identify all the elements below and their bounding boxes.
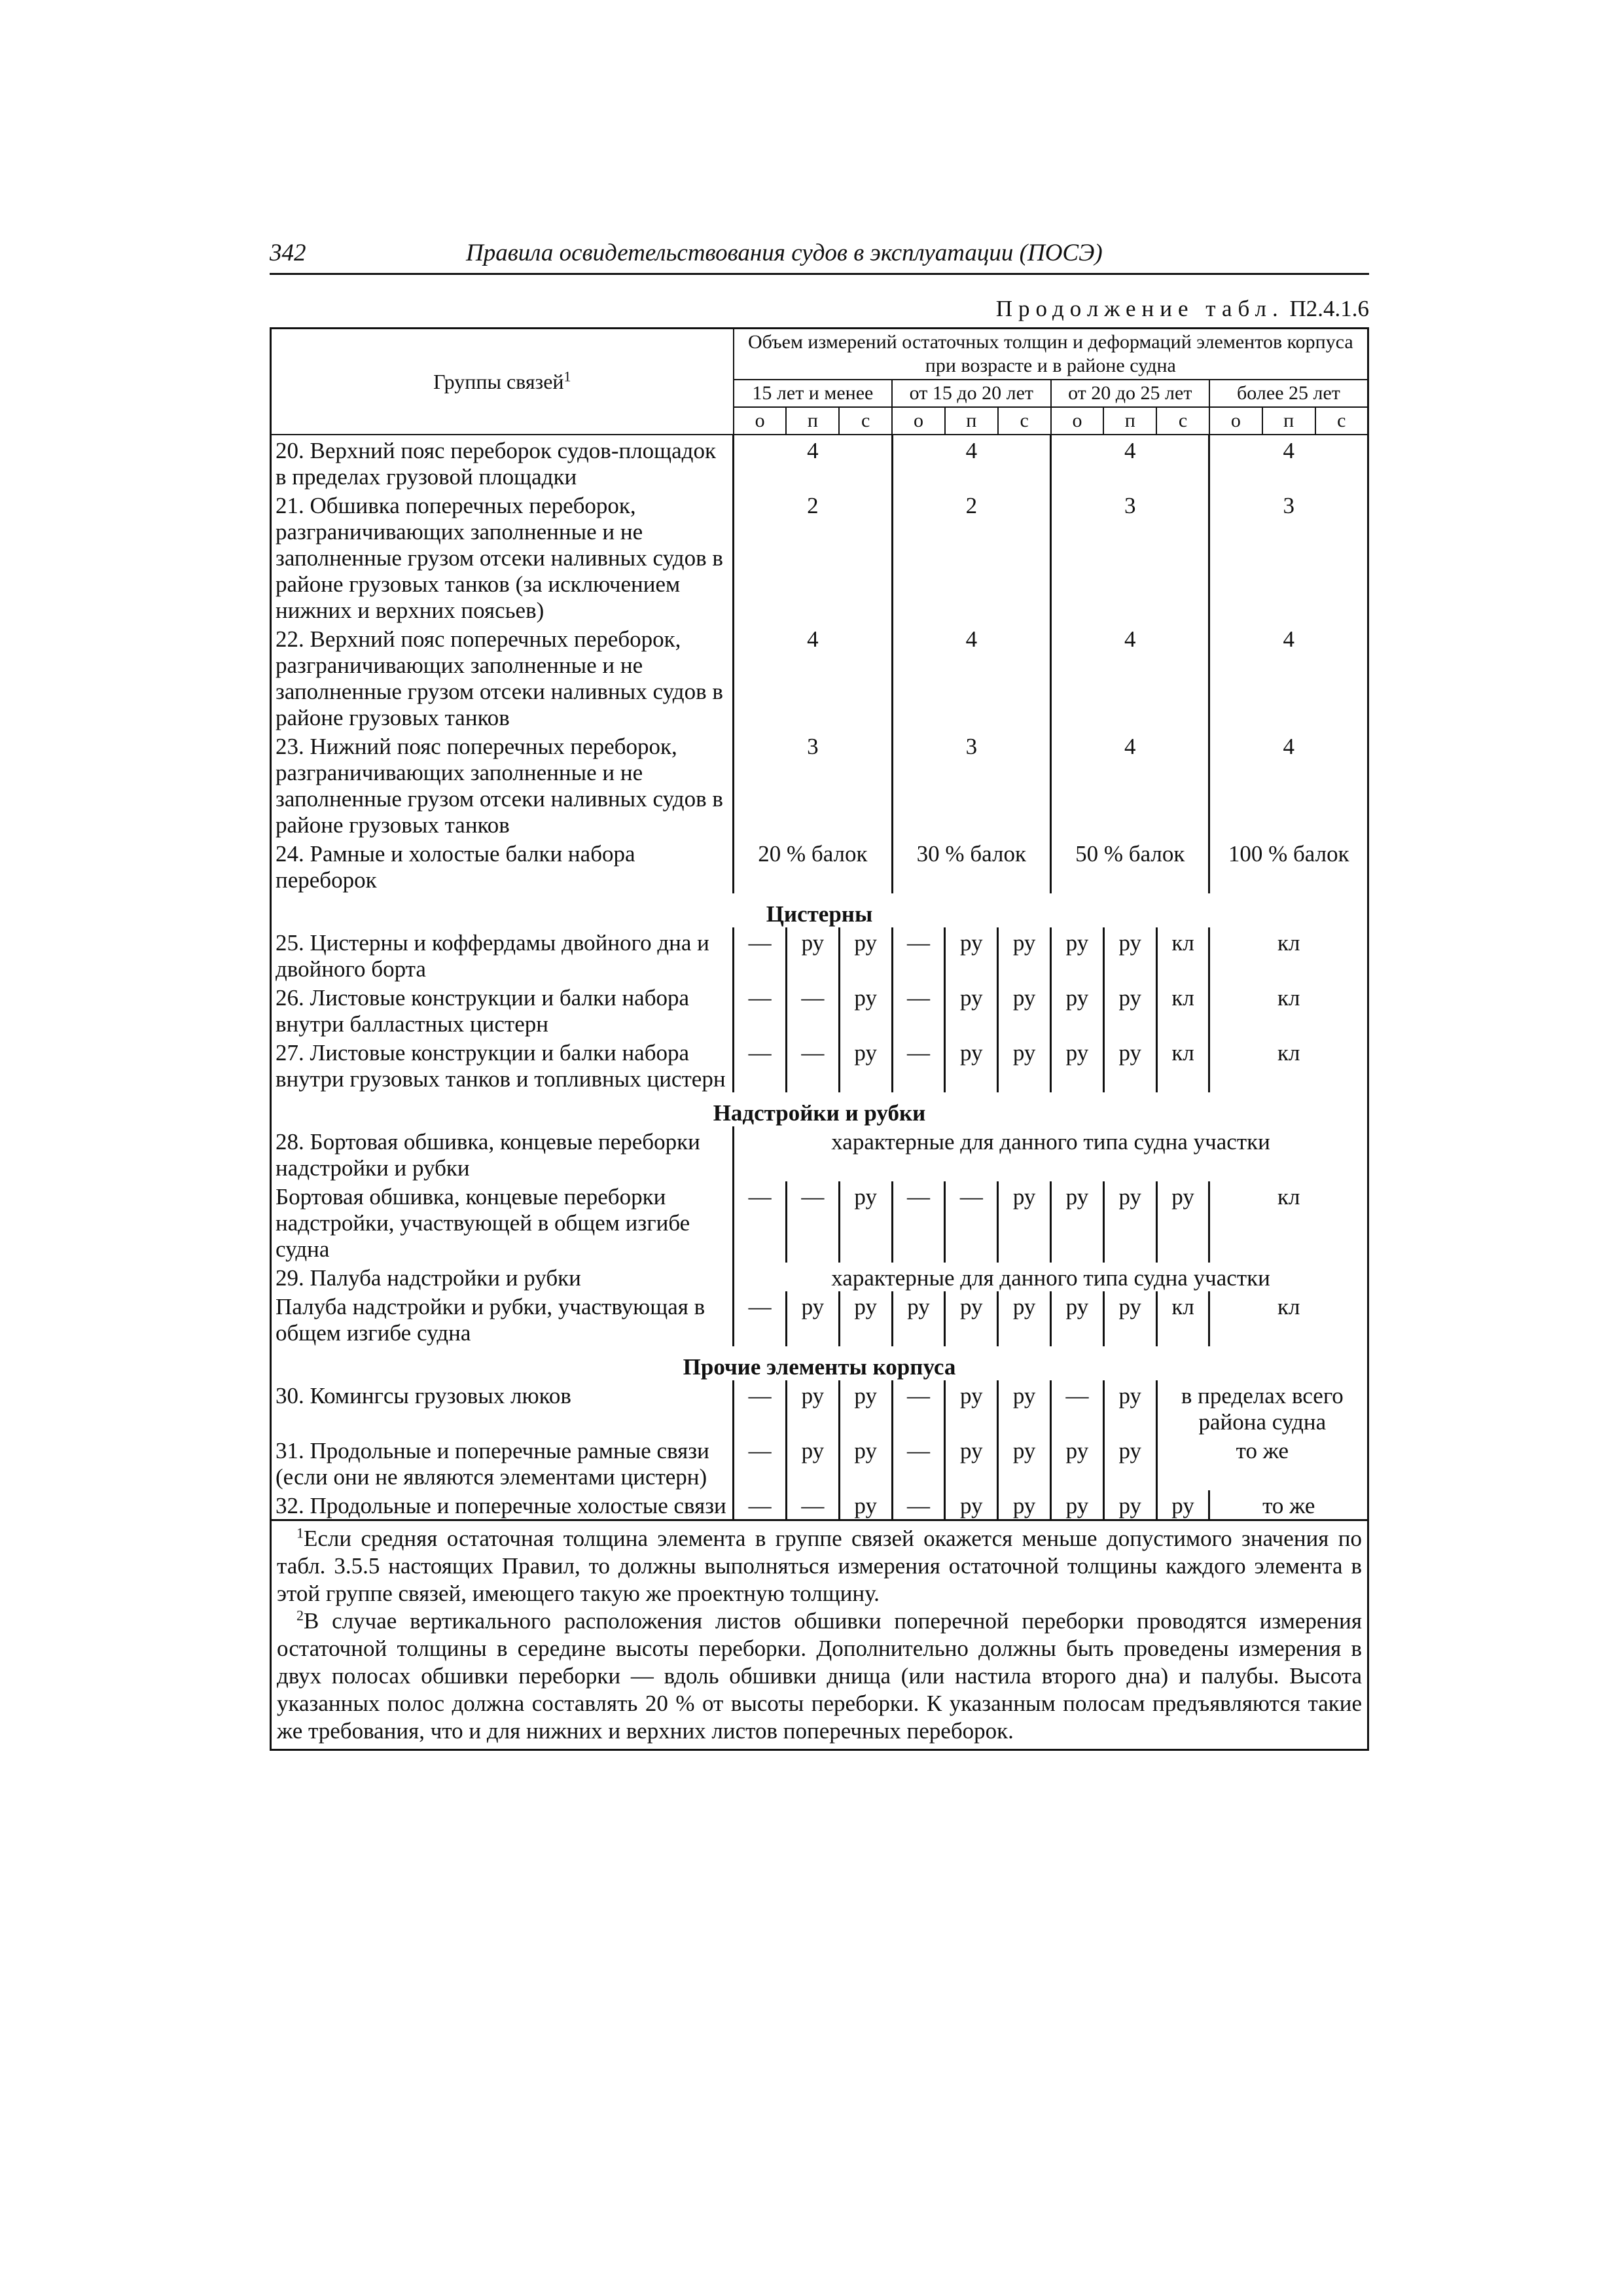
cell-value: ру: [998, 1181, 1051, 1263]
age-group-header: от 15 до 20 лет: [892, 380, 1050, 407]
cell-value: 4: [734, 435, 892, 490]
cell-value: ру: [945, 927, 998, 982]
cell-value: ру: [1156, 1490, 1209, 1520]
cell-value: —: [892, 982, 945, 1037]
table-ref: П2.4.1.6: [1289, 296, 1369, 321]
page-header: [270, 239, 1369, 275]
row-label: 23. Нижний пояс поперечных переборок, разграничивающих заполненные и не заполненные грузом отсеки наливных судов в районе грузовых танков: [271, 731, 734, 838]
table-row: [271, 435, 1368, 490]
subcolumn-header: п: [786, 407, 839, 435]
cell-value: —: [786, 1181, 839, 1263]
cell-value: ру: [839, 927, 892, 982]
cell-value: ру: [1103, 1380, 1156, 1435]
cell-value: —: [892, 1380, 945, 1435]
cell-value: ру: [1051, 1490, 1104, 1520]
row-label: 27. Листовые конструкции и балки набора внутри грузовых танков и топливных цистерн: [271, 1037, 734, 1092]
continuation-word: Продолжение табл.: [995, 296, 1284, 321]
table-row: [271, 1263, 1368, 1291]
row-label: 26. Листовые конструкции и балки набора внутри балластных цистерн: [271, 982, 734, 1037]
section-heading: Прочие элементы корпуса: [683, 1354, 956, 1380]
cell-value: ру: [1051, 1291, 1104, 1346]
row-label: 29. Палуба надстройки и рубки: [271, 1263, 734, 1291]
cell-value: ру: [786, 1435, 839, 1490]
cell-value: —: [786, 982, 839, 1037]
cell-value: кл: [1277, 1040, 1300, 1066]
footnote: $^2$В случае вертикального расположения листов обшивки поперечной переборки проводятся измерения остаточной толщины в середине высоты переборки. Дополнительно должны быть проведены измерения в двух полосах обшивки переборки — вдоль обшивки днища (или настила второго дна) и палубы. Высота указанных полос должна составлять 20 % от высоты переборки. К указанным полосам предъявляются такие же требования, что и для нижних и верхних листов поперечных переборок.: [277, 1607, 1362, 1744]
footnote: $^1$Если средняя остаточная толщина элемента в группе связей окажется меньше допустимого значения по табл. 3.5.5 настоящих Правил, то должны выполняться измерения остаточной толщины каждого элемента в этой группе связей, имеющего такую же проектную толщину.: [277, 1524, 1362, 1606]
cell-value: ру: [839, 1181, 892, 1263]
cell-value: в пределах всего района судна: [1181, 1383, 1344, 1435]
inspection-table: [270, 327, 1369, 1751]
row-label: 22. Верхний пояс поперечных переборок, разграничивающих заполненные и не заполненные грузом отсеки наливных судов в районе грузовых танков: [271, 624, 734, 731]
cell-value: —: [945, 1181, 998, 1263]
cell-value: 4: [1209, 435, 1368, 490]
cell-value: 4: [1051, 435, 1209, 490]
cell-value: ру: [945, 1291, 998, 1346]
row-label: 28. Бортовая обшивка, концевые переборки надстройки и рубки: [271, 1126, 734, 1181]
cell-span-value: характерные для данного типа судна участки: [831, 1265, 1270, 1291]
subcolumn-header: п: [1103, 407, 1156, 435]
cell-value: кл: [1156, 1037, 1209, 1092]
row-label: 32. Продольные и поперечные холостые связи: [271, 1490, 734, 1520]
row-label: 31. Продольные и поперечные рамные связи (если они не являются элементами цистерн): [271, 1435, 734, 1490]
table-row: [271, 982, 1368, 1037]
cell-value: 30 % балок: [892, 838, 1050, 893]
cell-value: —: [892, 927, 945, 982]
cell-value: ру: [1103, 1291, 1156, 1346]
cell-value: ру: [998, 1490, 1051, 1520]
cell-value: то же: [1236, 1438, 1289, 1463]
row-label: 21. Обшивка поперечных переборок, разграничивающих заполненные и не заполненные грузом отсеки наливных судов в районе грузовых танков (за исключением нижних и верхних поясьев): [271, 490, 734, 624]
cell-value: ру: [839, 1291, 892, 1346]
cell-value: 3: [734, 731, 892, 838]
cell-value: —: [734, 1490, 787, 1520]
table-row: [271, 838, 1368, 893]
cell-value: 4: [1209, 624, 1368, 731]
cell-value: ру: [786, 1380, 839, 1435]
cell-value: —: [786, 1037, 839, 1092]
cell-value: 3: [892, 731, 1050, 838]
cell-value: 4: [1051, 731, 1209, 838]
cell-span-value: характерные для данного типа судна участки: [831, 1129, 1270, 1155]
age-group-header: более 25 лет: [1209, 380, 1368, 407]
subcolumn-header: о: [1051, 407, 1104, 435]
cell-value: ру: [1156, 1181, 1209, 1263]
cell-value: ру: [839, 1037, 892, 1092]
cell-value: ру: [786, 1291, 839, 1346]
cell-value: —: [786, 1490, 839, 1520]
cell-value: —: [734, 1181, 787, 1263]
row-label: Бортовая обшивка, концевые переборки надстройки, участвующей в общем изгибе судна: [271, 1181, 734, 1263]
cell-value: —: [734, 1037, 787, 1092]
cell-value: ру: [839, 982, 892, 1037]
table-row: [271, 1181, 1368, 1263]
cell-value: 20 % балок: [734, 838, 892, 893]
cell-value: ру: [839, 1490, 892, 1520]
subcolumn-header: с: [1156, 407, 1209, 435]
cell-value: ру: [1051, 927, 1104, 982]
cell-value: ру: [998, 1037, 1051, 1092]
cell-value: 3: [1051, 490, 1209, 624]
cell-value: ру: [1051, 982, 1104, 1037]
table-row: [271, 1291, 1368, 1346]
cell-value: 50 % балок: [1051, 838, 1209, 893]
cell-value: кл: [1277, 1184, 1300, 1210]
cell-value: ру: [1103, 1435, 1156, 1490]
table-row: [271, 624, 1368, 731]
cell-value: —: [734, 1380, 787, 1435]
cell-value: ру: [892, 1291, 945, 1346]
cell-value: 4: [734, 624, 892, 731]
table-row: [271, 1037, 1368, 1092]
cell-value: 3: [1209, 490, 1368, 624]
cell-value: ру: [1103, 982, 1156, 1037]
cell-value: —: [734, 1435, 787, 1490]
cell-value: кл: [1156, 927, 1209, 982]
subcolumn-header: о: [1209, 407, 1262, 435]
table-row: [271, 1490, 1368, 1520]
cell-value: —: [1051, 1380, 1104, 1435]
cell-value: —: [892, 1037, 945, 1092]
cell-value: ру: [998, 1291, 1051, 1346]
row-label: 24. Рамные и холостые балки набора переборок: [271, 838, 734, 893]
cell-value: кл: [1277, 1294, 1300, 1319]
section-heading: Цистерны: [766, 901, 873, 927]
cell-value: кл: [1277, 985, 1300, 1011]
cell-value: кл: [1277, 930, 1300, 956]
cell-value: то же: [1262, 1493, 1315, 1518]
page-title: Правила освидетельствования судов в эксплуатации (ПОСЭ): [466, 240, 1103, 266]
row-label: 25. Цистерны и коффердамы двойного дна и двойного борта: [271, 927, 734, 982]
subcolumn-header: п: [945, 407, 998, 435]
cell-value: ру: [998, 927, 1051, 982]
cell-value: 4: [892, 435, 1050, 490]
cell-value: ру: [998, 982, 1051, 1037]
cell-value: кл: [1156, 982, 1209, 1037]
cell-value: ру: [998, 1380, 1051, 1435]
column-header-measure: Объем измерений остаточных толщин и деформаций элементов корпуса при возрасте и в районе судна: [734, 329, 1368, 380]
cell-value: —: [892, 1181, 945, 1263]
cell-value: ру: [1103, 1181, 1156, 1263]
subcolumn-header: п: [1262, 407, 1315, 435]
age-group-header: 15 лет и менее: [734, 380, 892, 407]
cell-value: кл: [1156, 1291, 1209, 1346]
cell-value: 2: [892, 490, 1050, 624]
cell-value: ру: [786, 927, 839, 982]
subcolumn-header: с: [998, 407, 1051, 435]
subcolumn-header: о: [892, 407, 945, 435]
subcolumn-header: с: [839, 407, 892, 435]
column-header-groups: Группы связей$^1$: [271, 329, 734, 435]
cell-value: ру: [1103, 1037, 1156, 1092]
cell-value: ру: [945, 1380, 998, 1435]
row-label: 20. Верхний пояс переборок судов-площадок в пределах грузовой площадки: [271, 435, 734, 490]
cell-value: ру: [839, 1380, 892, 1435]
cell-value: ру: [1051, 1181, 1104, 1263]
cell-value: —: [734, 982, 787, 1037]
cell-value: 4: [892, 624, 1050, 731]
page-number: 342: [270, 240, 306, 266]
section-heading: Надстройки и рубки: [713, 1100, 926, 1126]
cell-value: ру: [945, 1037, 998, 1092]
age-group-header: от 20 до 25 лет: [1051, 380, 1209, 407]
table-row: [271, 490, 1368, 624]
cell-value: ру: [945, 982, 998, 1037]
cell-value: 4: [1051, 624, 1209, 731]
table-row: [271, 927, 1368, 982]
cell-value: ру: [998, 1435, 1051, 1490]
cell-value: 4: [1209, 731, 1368, 838]
cell-value: —: [892, 1490, 945, 1520]
table-row: [271, 731, 1368, 838]
table-row: [271, 1380, 1368, 1435]
cell-value: ру: [1051, 1037, 1104, 1092]
subcolumn-header: с: [1315, 407, 1368, 435]
cell-value: 2: [734, 490, 892, 624]
cell-value: ру: [1103, 1490, 1156, 1520]
cell-value: ру: [839, 1435, 892, 1490]
cell-value: ру: [945, 1435, 998, 1490]
cell-value: ру: [1103, 927, 1156, 982]
cell-value: —: [892, 1435, 945, 1490]
cell-value: —: [734, 1291, 787, 1346]
row-label: Палуба надстройки и рубки, участвующая в общем изгибе судна: [271, 1291, 734, 1346]
cell-value: 100 % балок: [1209, 838, 1368, 893]
table-row: [271, 1435, 1368, 1490]
row-label: 30. Комингсы грузовых люков: [271, 1380, 734, 1435]
table-row: [271, 1126, 1368, 1181]
cell-value: ру: [945, 1490, 998, 1520]
subcolumn-header: о: [734, 407, 787, 435]
cell-value: ру: [1051, 1435, 1104, 1490]
cell-value: —: [734, 927, 787, 982]
footnotes: [271, 1520, 1368, 1750]
table-continuation-label: [916, 296, 1369, 322]
